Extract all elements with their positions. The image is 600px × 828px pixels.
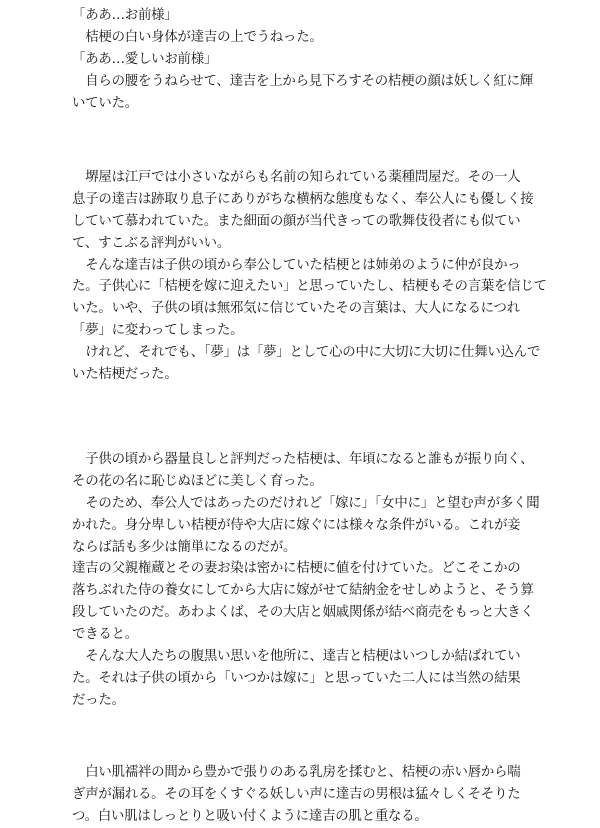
text-line: 白い肌襦袢の間から豊かで張りのある乳房を揉むと、桔梗の赤い唇から喘 [72, 765, 521, 780]
text-line: 「夢」に変わってしまった。 [72, 323, 244, 339]
text-line: そのため、奉公人ではあったのだけれど「嫁に」「女中に」と望む声が多く聞 [72, 495, 540, 511]
text-line: だった。 [72, 692, 125, 708]
text-line: 「ああ…お前様」 [72, 8, 178, 23]
text-line: ぎ声が漏れる。その耳をくすぐる妖しい声に達吉の男根は猛々しくそそりた [72, 786, 521, 802]
text-line: ならば話も多少は簡単になるのだが。 [72, 539, 297, 555]
text-line: 息子の達吉は跡取り息子にありがちな横柄な態度もなく、奉公人にも優しく接 [72, 191, 534, 207]
text-line: していて慕われていた。また細面の顔が当代きっての歌舞伎役者にも似てい [72, 213, 521, 229]
text-line: かれた。身分卑しい桔梗が侍や大店に嫁ぐには様々な条件がいる。これが妾 [72, 517, 521, 533]
text-line: 自らの腰をうねらせて、達吉を上から見下ろすその桔梗の顔は妖しく紅に輝 [72, 73, 533, 89]
text-line: 落ちぶれた侍の養女にしてから大店に嫁がせて結納金をせしめようと、そう算 [72, 583, 534, 599]
text-line: けれど、それでも、「夢」は「夢」として心の中に大切に大切に仕舞い込んで [72, 345, 541, 361]
text-line: つ。白い肌はしっとりと吸い付くように達吉の肌と重なる。 [72, 808, 428, 824]
paragraph-block [72, 5, 542, 114]
text-line: そんな達吉は子供の頃から奉公していた桔梗とは姉弟のように仲が良かっ [72, 257, 521, 273]
text-line: いた。いや、子供の頃は無邪気に信じていたその言葉は、大人になるにつれ [72, 301, 520, 317]
text-line: て、すこぶる評判がいい。 [72, 235, 231, 251]
text-line: 子供の頃から器量良しと評判だった桔梗は、年頃になると誰もが振り向く、 [72, 452, 534, 467]
text-line: 達吉の父親権蔵とその妻お染は密かに桔梗に値を付けていた。どこそこかの [72, 561, 521, 577]
text-line: その花の名に恥じぬほどに美しく育った。 [72, 473, 323, 489]
paragraph-block [72, 762, 542, 828]
text-line: 「ああ…愛しいお前様」 [72, 51, 218, 67]
text-line: いた桔梗だった。 [72, 367, 178, 383]
text-line: 桔梗の白い身体が達吉の上でうねった。 [72, 29, 323, 45]
paragraph-block [72, 167, 547, 386]
text-line: できると。 [72, 627, 138, 643]
text-line: た。それは子供の頃から「いつかは嫁に」と思っていた二人には当然の結果 [72, 670, 521, 686]
text-line: た。子供心に「桔梗を嫁に迎えたい」と思っていたし、桔梗もその言葉を信じて [72, 279, 547, 295]
paragraph-block [72, 449, 542, 712]
text-line: 堺屋は江戸では小さいながらも名前の知られている薬種問屋だ。その一人 [72, 170, 521, 185]
text-line: 段していたのだ。あわよくば、その大店と姻戚関係が結べ商売をもっと大きく [72, 605, 534, 621]
text-line: いていた。 [72, 95, 138, 111]
text-line: そんな大人たちの腹黒い思いを他所に、達吉と桔梗はいつしか結ばれてい [72, 649, 521, 665]
